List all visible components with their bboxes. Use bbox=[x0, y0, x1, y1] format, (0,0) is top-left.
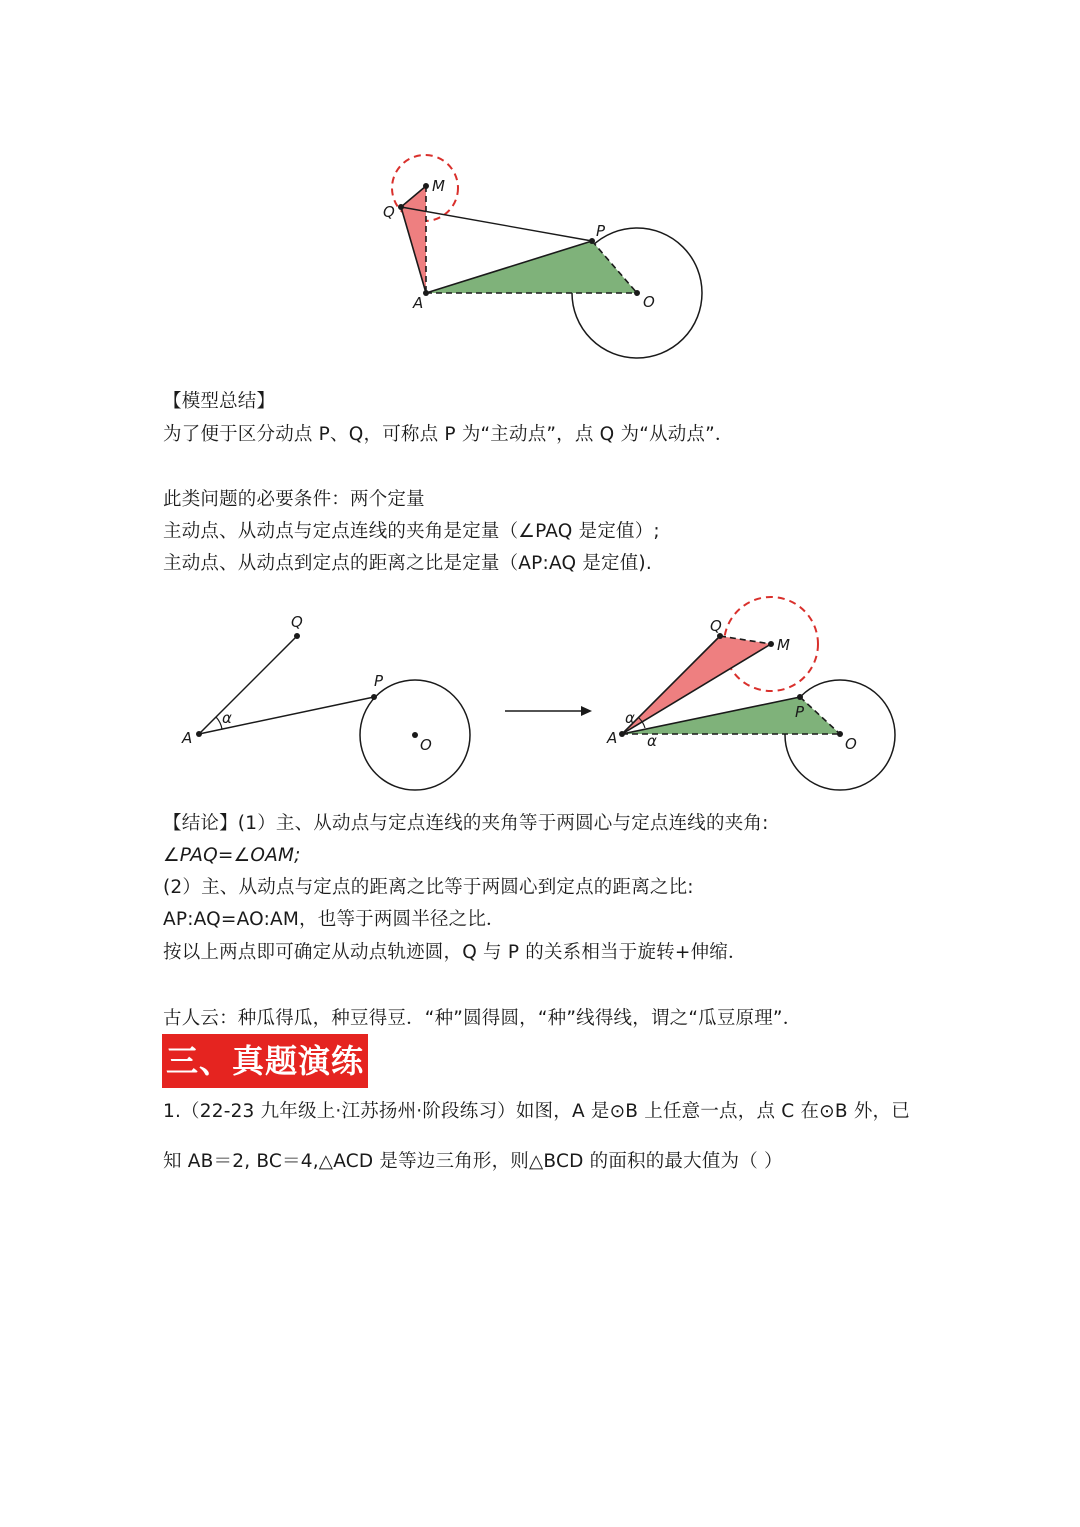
triangle-apo bbox=[426, 241, 637, 293]
summary-heading: 【模型总结】 bbox=[163, 391, 276, 412]
right-label-a: A bbox=[607, 729, 618, 747]
point-q bbox=[398, 204, 404, 210]
point-o bbox=[634, 290, 640, 296]
label-p: P bbox=[596, 222, 606, 240]
triangle-aqm bbox=[401, 186, 426, 293]
right-label-o: O bbox=[845, 735, 857, 753]
label-o: O bbox=[643, 293, 655, 311]
left-label-q: Q bbox=[291, 613, 303, 631]
point-a bbox=[423, 290, 429, 296]
problem-line-1: 1.（22-23 九年级上·江苏扬州·阶段练习）如图，A 是⊙B 上任意一点，点 C 在⊙B 外，已 bbox=[163, 1101, 910, 1122]
conclusion-line-6: 古人云：种瓜得瓜，种豆得豆．“种”圆得圆，“种”线得线，谓之“瓜豆原理”． bbox=[163, 1008, 802, 1029]
summary-line-2: 此类问题的必要条件：两个定量 bbox=[163, 489, 425, 510]
label-m: M bbox=[432, 177, 445, 195]
figure-1-diagram bbox=[370, 150, 720, 365]
conclusion-line-1: 【结论】(1）主、从动点与定点连线的夹角等于两圆心与定点连线的夹角: bbox=[163, 813, 769, 834]
figure-2-diagram bbox=[170, 592, 910, 802]
left-label-a: A bbox=[182, 729, 193, 747]
right-label-q: Q bbox=[710, 617, 722, 635]
right-label-alpha-1: α bbox=[625, 709, 635, 727]
conclusion-line-5: 按以上两点即可确定从动点轨迹圆，Q 与 P 的关系相当于旋转+伸缩． bbox=[163, 942, 747, 963]
right-label-alpha-2: α bbox=[647, 732, 657, 750]
point-p bbox=[589, 238, 595, 244]
left-label-alpha: α bbox=[222, 709, 232, 727]
conclusion-line-2: ∠PAQ=∠OAM; bbox=[163, 845, 301, 866]
summary-line-3: 主动点、从动点与定点连线的夹角是定量（∠PAQ 是定值）; bbox=[163, 521, 660, 542]
conclusion-line-4: AP:AQ=AO:AM，也等于两圆半径之比． bbox=[163, 909, 505, 930]
problem-line-2: 知 AB＝2, BC＝4,△ACD 是等边三角形，则△BCD 的面积的最大值为（ ） bbox=[163, 1151, 783, 1172]
right-label-p: P bbox=[795, 703, 805, 721]
label-a: A bbox=[413, 294, 424, 312]
right-label-m: M bbox=[777, 636, 790, 654]
summary-line-4: 主动点、从动点到定点的距离之比是定量（AP:AQ 是定值). bbox=[163, 553, 652, 574]
section-title-banner: 三、真题演练 bbox=[162, 1034, 368, 1088]
left-label-p: P bbox=[374, 672, 384, 690]
conclusion-line-3: (2）主、从动点与定点的距离之比等于两圆心到定点的距离之比: bbox=[163, 877, 694, 898]
label-q: Q bbox=[383, 203, 395, 221]
point-m bbox=[423, 183, 429, 189]
summary-line-1: 为了便于区分动点 P、Q，可称点 P 为“主动点”，点 Q 为“从动点”． bbox=[163, 424, 734, 445]
left-label-o: O bbox=[420, 736, 432, 754]
